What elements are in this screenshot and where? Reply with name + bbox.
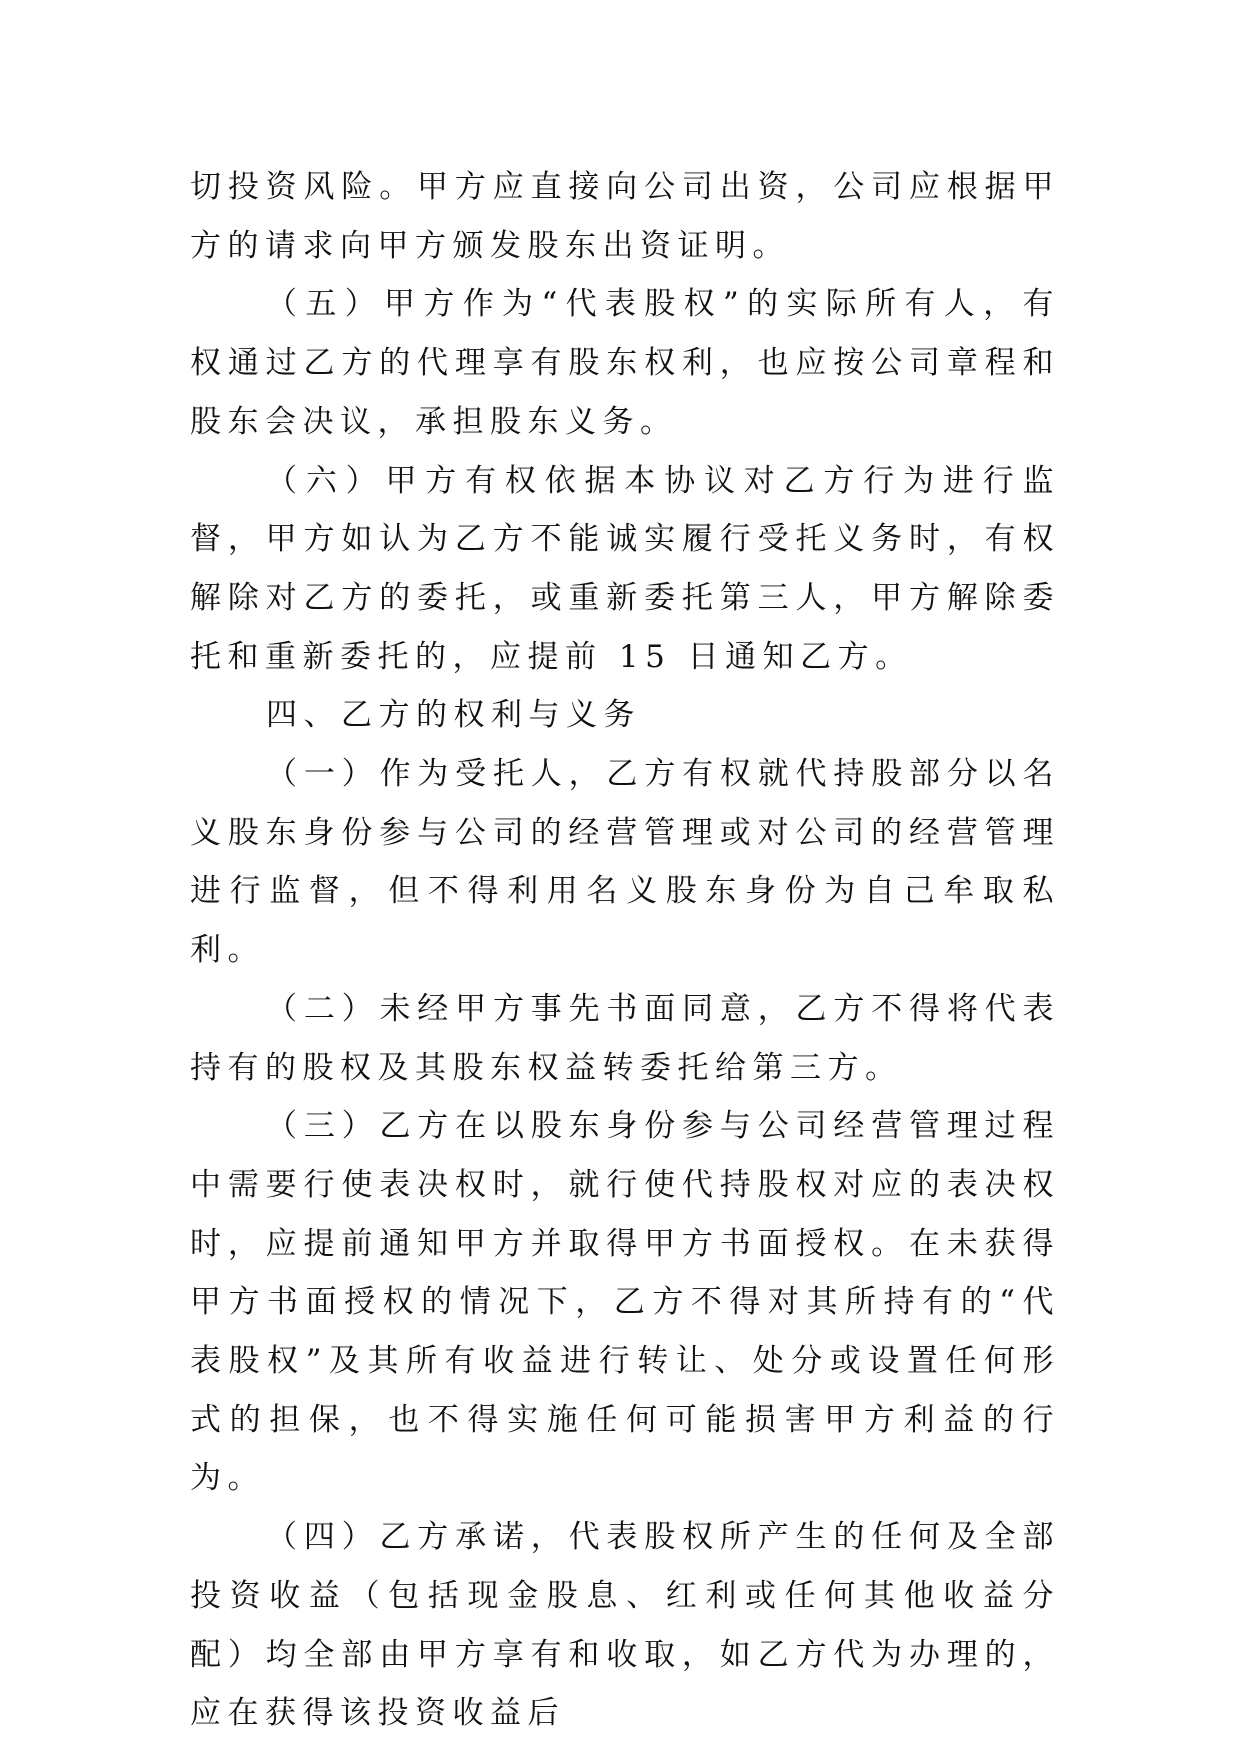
paragraph: 切投资风险。甲方应直接向公司出资，公司应根据甲方的请求向甲方颁发股东出资证明。 xyxy=(190,169,1060,264)
paragraph: （六）甲方有权依据本协议对乙方行为进行监督，甲方如认为乙方不能诚实履行受托义务时，有权解除对乙方的委托，或重新委托第三人，甲方解除委托和重新委托的，应提前 15 日通知乙方。 xyxy=(190,462,1060,675)
paragraph: （五）甲方作为“代表股权”的实际所有人，有权通过乙方的代理享有股东权利，也应按公司章程和股东会决议，承担股东义务。 xyxy=(190,286,1060,440)
paragraph: （三）乙方在以股东身份参与公司经营管理过程中需要行使表决权时，就行使代持股权对应的表决权时，应提前通知甲方并取得甲方书面授权。在未获得甲方书面授权的情况下，乙方不得对其所持有的“代表股权”及其所有收益进行转让、处分或设置任何形式的担保，也不得实施任何可能损害甲方利益的行为。 xyxy=(190,1108,1060,1497)
section-heading: 四、乙方的权利与义务 xyxy=(266,697,641,734)
paragraph: （一）作为受托人，乙方有权就代持股部分以名义股东身份参与公司的经营管理或对公司的经营管理进行监督，但不得利用名义股东身份为自己牟取私利。 xyxy=(190,756,1060,969)
paragraph: （四）乙方承诺，代表股权所产生的任何及全部投资收益（包括现金股息、红利或任何其他收益分配）均全部由甲方享有和收取，如乙方代为办理的，应在获得该投资收益后 xyxy=(190,1519,1060,1732)
document-page xyxy=(190,158,1060,1743)
paragraph: （二）未经甲方事先书面同意，乙方不得将代表持有的股权及其股东权益转委托给第三方。 xyxy=(190,990,1060,1086)
